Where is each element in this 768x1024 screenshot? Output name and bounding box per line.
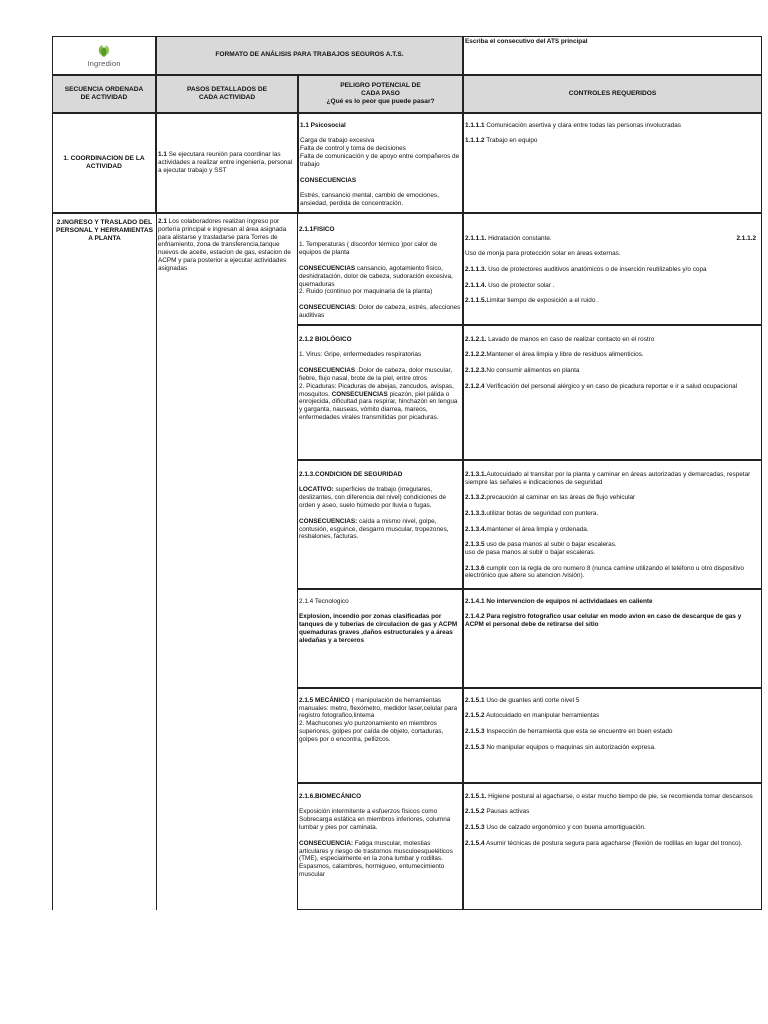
- hazard-consequence-label: CONSECUENCIAS: [299, 264, 356, 272]
- ingredion-leaf-icon: [94, 44, 114, 58]
- controls-cell-1: [463, 113, 762, 213]
- hazard-cell-4: 2.1.3.CONDICION DE SEGURIDAD LOCATIVO: superficies de trabajo (irregulares, deslizantes, con diferencia del nivel) condiciones de orden y aseo, suelo húmedo por lluvia o fugas. CONSECUENCIAS: caída a mismo nivel, golpe, contusión, esguince, desgarro muscular, tropezones, resbalones, facturas.: [297, 460, 463, 589]
- control-item: 2.1.5.1 Uso de guantes anti corte nivel 5: [465, 696, 580, 704]
- step-text: [157, 151, 297, 174]
- control-item: 2.1.2.4 Verificación del personal alérgico y en caso de picadura reportar e ir a salud ocupacional: [465, 382, 738, 390]
- step-description: Se ejecutara reunión para coordinar las actividades a realizar entre ingeniería, personal a ejecutar trabajo y SST: [158, 151, 293, 174]
- activity-1-step: [156, 113, 298, 213]
- controls-cell-3: [463, 325, 762, 460]
- control-item: 2.1.3.1.Autocuidado al transitar por la planta y caminar en áreas autorizadas y demarcadas, respetar siempre las señales e indicaciones de seguridad: [465, 470, 751, 486]
- col-header-controls: CONTROLES REQUERIDOS: [463, 75, 762, 113]
- control-item: 2.1.5.1. Higiene postural al agacharse, o estar mucho tiempo de pie, se recomienda tomar descansos: [465, 792, 753, 800]
- hazard-body: Explosion, incendio por zonas clasificadas por tanques de y tuberias de circulacion de gas y ACPM quemaduras graves ,daños estructurales y a áreas aledañas y a terceros: [299, 613, 458, 644]
- step-description: Los colaboradores realizan ingreso por portería principal e ingresan al área asignada para alistarse y trasladarse para Torres de enfriamiento, zona de transferencia,tanque nuevos de aceite, estacion de gas, estacion de ACPM y para posterior a ejecutar actividades asignadas: [158, 218, 291, 272]
- activity-sequence-text: 2.INGRESO Y TRASLADO DEL PERSONAL Y HERRAMIENTAS A PLANTA: [56, 219, 153, 243]
- hazard-consequence-label: CONSECUENCIAS: [299, 303, 356, 311]
- activity-2-step: [156, 213, 298, 910]
- col-header-sequence: SECUENCIA ORDENADA DE ACTIVIDAD: [52, 75, 156, 113]
- controls-cell-6: [463, 688, 762, 783]
- activity-2-sequence: [52, 213, 156, 910]
- col-header-steps: PASOS DETALLADOS DE CADA ACTIVIDAD: [156, 75, 298, 113]
- control-item: 2.1.1.4. Uso de protector solar .: [465, 281, 555, 289]
- controls-cell-5: [463, 589, 762, 688]
- activity-1-sequence: [52, 113, 156, 213]
- control-item: 1.1.1.2 Trabajo en equipo: [465, 137, 538, 145]
- activity-sequence-text: 1. COORDINACION DE LA ACTIVIDAD: [63, 154, 145, 170]
- control-item: 2.1.3.2.precaución al caminar en las áreas de flujo vehicular: [465, 494, 636, 502]
- hazard-consequence-label: CONSECUENCIAS: [300, 176, 357, 184]
- control-item: 2.1.5.3 Uso de calzado ergonómico y con buena amortiguación.: [465, 824, 646, 832]
- control-item: 2.1.3.5 uso de pasa manos al subir o bajar escaleras. uso de pasa manos al subir o bajar escaleras.: [465, 541, 617, 556]
- control-item: 2.1.1.5.Limitar tiempo de exposición a el ruido .: [465, 297, 599, 305]
- hazard-title: 1.1 Psicosocial: [300, 121, 346, 129]
- control-item: 2.1.4.2 Para registro fotografico usar celular en modo avion en caso de descarque de gas y ACPM el personal debe de retirarse del sitio: [465, 613, 742, 629]
- logo-cell: [52, 36, 156, 75]
- hazard-consequence: Estrés, cansancio mental, cambio de emociones, ansiedad, perdida de concentración.: [300, 192, 439, 207]
- hazard-title: 2.1.6.BIOMECÁNICO: [299, 792, 362, 800]
- ats-form: [52, 36, 762, 910]
- form-title: FORMATO DE ANÁLISIS PARA TRABAJOS SEGUROS A.T.S.: [156, 36, 463, 75]
- hazard-title: 2.1.4 Tecnologico: [299, 597, 349, 605]
- control-item: 2.1.5.4 Asumir técnicas de postura segura para agacharse (flexión de rodillas en lugar del tronco).: [465, 839, 743, 847]
- controls-cell-2: [463, 213, 762, 325]
- control-item: 2.1.5.2 Autocuidado en manipular herramientas: [465, 712, 600, 720]
- hazard-title: 2.1.1FISICO: [299, 225, 335, 233]
- step-number: 2.1: [158, 218, 167, 225]
- step-text: [157, 214, 298, 273]
- control-item: 2.1.1.3. Uso de protectores auditivos anatómicos o de inserción reutilizables y/o copa: [465, 266, 707, 274]
- hazard-cell-1: [298, 113, 463, 213]
- hazard-body: Exposición intermitente a esfuerzos físicos como Sobrecarga estática en miembros inferiores, columna lumbar y pies por caminata.: [299, 808, 451, 832]
- control-item: 2.1.2.2.Mantener el área limpia y libre de residuos alimenticios.: [465, 351, 644, 359]
- control-item: 2.1.2.3.No consumir alimentos en planta: [465, 367, 580, 375]
- hazard-cell-3: 2.1.2 BIOLÓGICO 1. Virus: Gripe, enfermedades respiratorias CONSECUENCIAS .Dolor de cabeza, dolor muscular, fiebre, flujo nasal, brote de la piel, entre otros 2. Picaduras: Picaduras de abejas, zancudos, avispas, mosquitos. CONSECUENCIAS picazón, piel pálida o enrojecida, dificultad para respirar, hinchazón en lengua y garganta, nauseas, vómito diarrea, mareos, enfermedades virales transmitidas por picaduras.: [297, 325, 463, 460]
- consecutive-field[interactable]: [463, 36, 762, 75]
- control-item: 2.1.2.1. Lavado de manos en caso de realizar contacto en el rostro: [465, 335, 655, 343]
- hazard-cell-5: [297, 589, 463, 688]
- control-item: 2.1.4.1 No intervencion de equipos ni actividadaes en caliente: [465, 597, 653, 605]
- control-item: 2.1.1.1. Hidratación constante. 2.1.1.2: [465, 234, 756, 242]
- hazard-cell-7: 2.1.6.BIOMECÁNICO Exposición intermitente a esfuerzos físicos como Sobrecarga estática en miembros inferiores, columna lumbar y pies por caminata. CONSECUENCIA: Fatiga muscular, molestias articulares y riesgo de trastornos musculoesqueléticos (TME), especialmente en la zona lumbar y rodillas. Espasmos, calambres, hormigueo, entumecimiento muscular: [297, 783, 463, 910]
- control-item: 2.1.5.3 No manipular equipos o maquinas sin autorización expresa.: [465, 743, 656, 751]
- hazard-consequence: : Dolor de cabeza, estrés, afecciones auditivas: [299, 303, 461, 319]
- control-item: 2.1.5.2 Pausas activas: [465, 808, 530, 816]
- control-item: Uso de monja para protección solar en áreas externas.: [465, 250, 621, 258]
- hazard-cell-6: 2.1.5 MECÁNICO ( manipulación de herramientas manuales: metro, flexómetro, medidor laser,celular para registro fotografico,lintema 2. Machucones y/o punzonamiento en miembros superiores, golpes por caída de objeto, cortaduras, golpes por o encontra, pellizcos.: [297, 688, 463, 783]
- controls-cell-4: [463, 460, 762, 589]
- hazard-body: Carga de trabajo excesiva Falta de control y toma de decisiones Falta de comunicación y de apoyo entre compañeros de trabajo: [300, 137, 460, 168]
- hazard-cell-2: [297, 213, 463, 325]
- hazard-consequence: cansancio, agotamiento físico, deshidratación, dolor de cabeza, sudoración excesiva, quemaduras 2. Ruido (continuo por maquinaria de la planta): [299, 264, 453, 296]
- control-item: 2.1.3.4.mantener el área limpia y ordenada.: [465, 525, 589, 533]
- control-item: 2.1.3.3.utilizar botas de seguridad con puntera.: [465, 509, 599, 517]
- hazard-title: 2.1.2 BIOLÓGICO: [299, 335, 352, 343]
- hazard-title: 2.1.3.CONDICION DE SEGURIDAD: [299, 470, 403, 478]
- logo-text: Ingredion: [87, 58, 121, 68]
- consecutive-label: Escriba el consecutivo del ATS principal: [465, 38, 588, 45]
- control-item: 2.1.5.3 Inspección de herramienta que esta se encuentre en buen estado: [465, 728, 673, 736]
- control-item: 2.1.3.6 cumplir con la regla de oro numero 8 (nunca camine utilizando el teléfono u otro dispositivo electrónico que altere su atencion /visión).: [465, 564, 744, 580]
- step-number: 1.1: [158, 151, 167, 159]
- control-item: 1.1.1.1 Comunicación asertiva y clara entre todas las personas involucradas: [465, 121, 681, 129]
- side-label: 2.1.1.2: [736, 234, 756, 242]
- controls-cell-7: [463, 783, 762, 910]
- hazard-body: 1. Temperaturas ( disconfor térmico )por calor de equipos de planta: [299, 241, 438, 257]
- col-header-hazard: PELIGRO POTENCIAL DE CADA PASO ¿Qué es lo peor que puede pasar?: [298, 75, 463, 113]
